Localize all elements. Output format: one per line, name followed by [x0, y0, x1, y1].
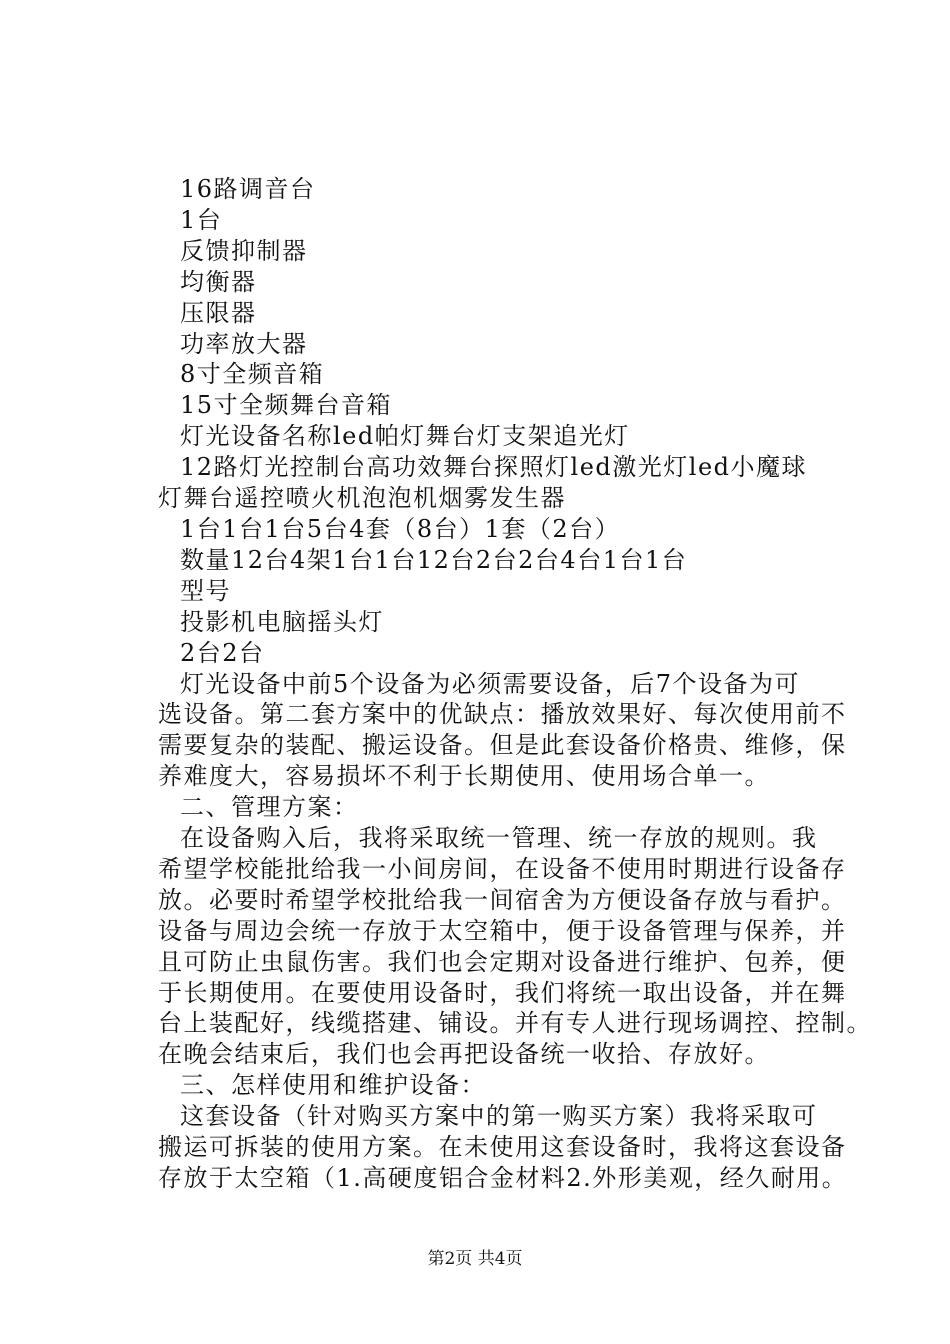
text-line: 反馈抑制器 — [180, 236, 308, 265]
paragraph-line: 存放于太空箱（1.高硬度铝合金材料2.外形美观，经久耐用。 — [158, 1164, 848, 1192]
text-line: 12路灯光控制台高功效舞台探照灯led激光灯led小魔球 — [180, 453, 808, 482]
page-number-label: 第2页 共4页 — [427, 1249, 523, 1269]
text-line: 1台1台1台5台4套（8台）1套（2台） — [180, 514, 621, 543]
paragraph-line: 在晚会结束后，我们也会再把设备统一收拾、存放好。 — [158, 1040, 770, 1069]
paragraph-line: 于长期使用。在要使用设备时，我们将统一取出设备，并在舞 — [158, 978, 847, 1007]
text-line: 均衡器 — [180, 267, 257, 296]
text-line: 15寸全频舞台音箱 — [180, 391, 393, 420]
paragraph-line: 这套设备（针对购买方案中的第一购买方案）我将采取可 — [180, 1102, 818, 1131]
text-line: 型号 — [180, 576, 231, 605]
paragraph-line: 选设备。第二套方案中的优缺点：播放效果好、每次使用前不 — [158, 700, 847, 729]
paragraph-line: 台上装配好，线缆搭建、铺设。并有专人进行现场调控、控制。 — [158, 1009, 872, 1038]
text-line: 压限器 — [180, 298, 257, 327]
text-line: 数量12台4架1台1台12台2台2台4台1台1台 — [180, 545, 688, 574]
paragraph-line: 设备与周边会统一存放于太空箱中，便于设备管理与保养，并 — [158, 916, 847, 945]
paragraph-line: 需要复杂的装配、搬运设备。但是此套设备价格贵、维修，保 — [158, 731, 847, 760]
page-footer — [0, 1244, 950, 1269]
document-body — [158, 174, 872, 1194]
text-line: 8寸全频音箱 — [180, 360, 325, 389]
text-line: 灯光设备名称led帕灯舞台灯支架追光灯 — [180, 422, 630, 451]
text-line: 16路调音台 — [180, 175, 316, 203]
text-line: 功率放大器 — [180, 329, 308, 358]
paragraph-line: 希望学校能批给我一小间房间，在设备不使用时期进行设备存 — [158, 854, 847, 883]
text-line: 1台 — [180, 205, 223, 234]
text-line: 2台2台 — [180, 638, 265, 667]
paragraph-line: 养难度大，容易损坏不利于长期使用、使用场合单一。 — [158, 762, 770, 791]
paragraph-line: 放。必要时希望学校批给我一间宿舍为方便设备存放与看护。 — [158, 885, 847, 914]
section-heading: 三、怎样使用和维护设备： — [180, 1071, 486, 1100]
paragraph-line: 灯光设备中前5个设备为必须需要设备，后7个设备为可 — [180, 669, 801, 698]
text-line: 投影机电脑摇头灯 — [180, 607, 384, 636]
paragraph-line: 且可防止虫鼠伤害。我们也会定期对设备进行维护、包养，便 — [158, 947, 847, 976]
text-line: 灯舞台遥控喷火机泡泡机烟雾发生器 — [158, 484, 566, 513]
section-heading: 二、管理方案： — [180, 793, 359, 822]
paragraph-line: 在设备购入后，我将采取统一管理、统一存放的规则。我 — [180, 824, 818, 853]
paragraph-line: 搬运可拆装的使用方案。在未使用这套设备时，我将这套设备 — [158, 1133, 847, 1162]
